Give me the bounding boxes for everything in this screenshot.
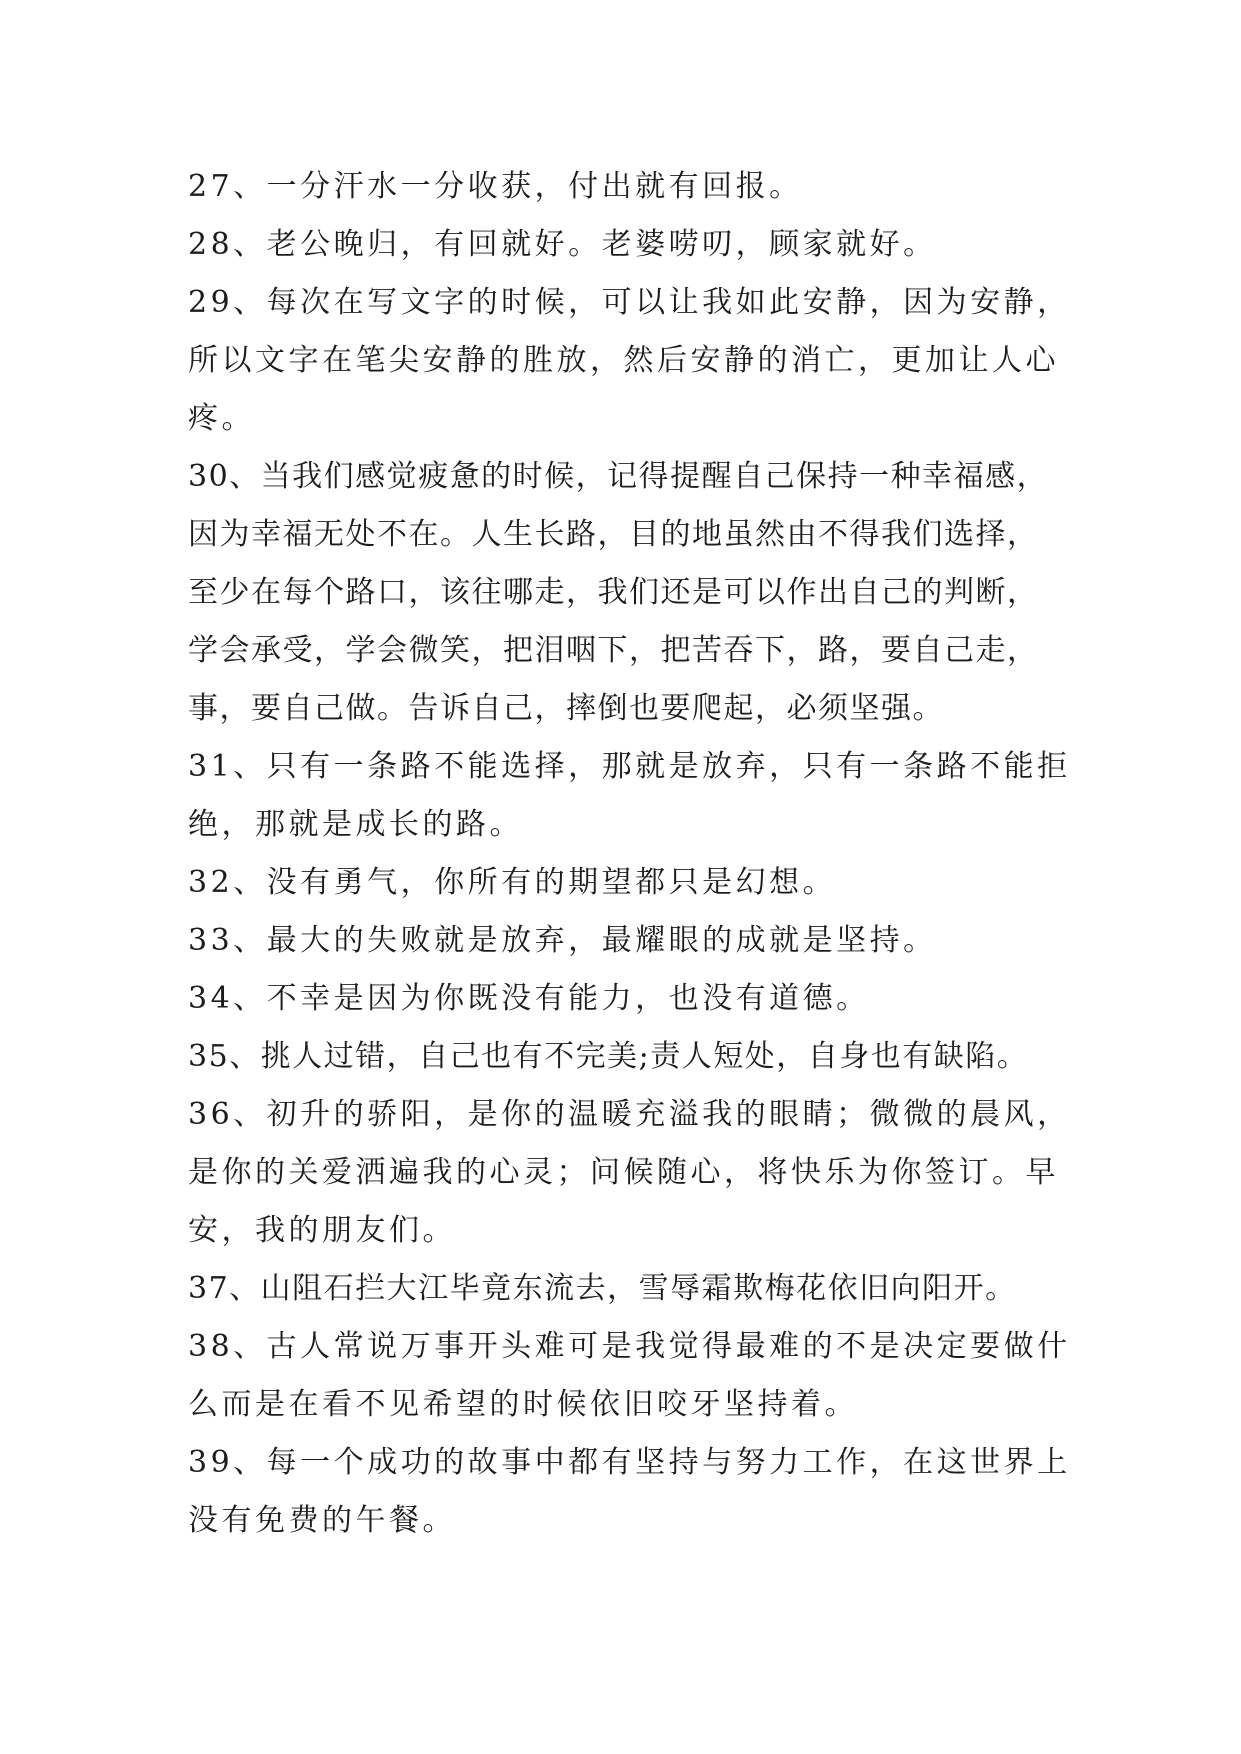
text-line: 绝，那就是成长的路。: [188, 807, 523, 842]
text-line: 至少在每个路口，该往哪走，我们还是可以作出自己的判断，: [188, 575, 1039, 610]
text-line: 没有免费的午餐。: [188, 1503, 456, 1538]
text-line: 33、最大的失败就是放弃，最耀眼的成就是坚持。: [188, 923, 937, 958]
text-line: 所以文字在笔尖安静的胜放，然后安静的消亡，更加让人心: [188, 343, 1059, 378]
text-line: 因为幸福无处不在。人生长路，目的地虽然由不得我们选择，: [188, 517, 1039, 552]
document-body: [188, 158, 1078, 1550]
text-line: 39、每一个成功的故事中都有坚持与努力工作，在这世界上: [188, 1445, 1071, 1480]
text-line: 安，我的朋友们。: [188, 1213, 456, 1248]
text-line: 30、当我们感觉疲惫的时候，记得提醒自己保持一种幸福感，: [188, 459, 1049, 494]
text-line: 是你的关爱洒遍我的心灵；问候随心，将快乐为你签订。早: [188, 1155, 1059, 1190]
text-line: 27、一分汗水一分收获，付出就有回报。: [188, 169, 803, 204]
text-line: 35、挑人过错，自己也有不完美;责人短处，自身也有缺陷。: [188, 1039, 1029, 1074]
text-line: 事，要自己做。告诉自己，摔倒也要爬起，必须坚强。: [188, 691, 944, 726]
text-line: 31、只有一条路不能选择，那就是放弃，只有一条路不能拒: [188, 749, 1071, 784]
text-line: 么而是在看不见希望的时候依旧咬牙坚持着。: [188, 1387, 858, 1422]
text-line: 36、初升的骄阳，是你的温暖充溢我的眼睛；微微的晨风，: [188, 1097, 1071, 1132]
text-line: 28、老公晚归，有回就好。老婆唠叨，顾家就好。: [188, 227, 937, 262]
text-line: 32、没有勇气，你所有的期望都只是幻想。: [188, 865, 837, 900]
text-line: 29、每次在写文字的时候，可以让我如此安静，因为安静，: [188, 285, 1071, 320]
text-line: 34、不幸是因为你既没有能力，也没有道德。: [188, 981, 870, 1016]
text-line: 37、山阻石拦大江毕竟东流去，雪辱霜欺梅花依旧向阳开。: [188, 1271, 1017, 1306]
text-line: 38、古人常说万事开头难可是我觉得最难的不是决定要做什: [188, 1329, 1071, 1364]
text-line: 疼。: [188, 401, 255, 436]
text-line: 学会承受，学会微笑，把泪咽下，把苦吞下，路，要自己走，: [188, 633, 1039, 668]
